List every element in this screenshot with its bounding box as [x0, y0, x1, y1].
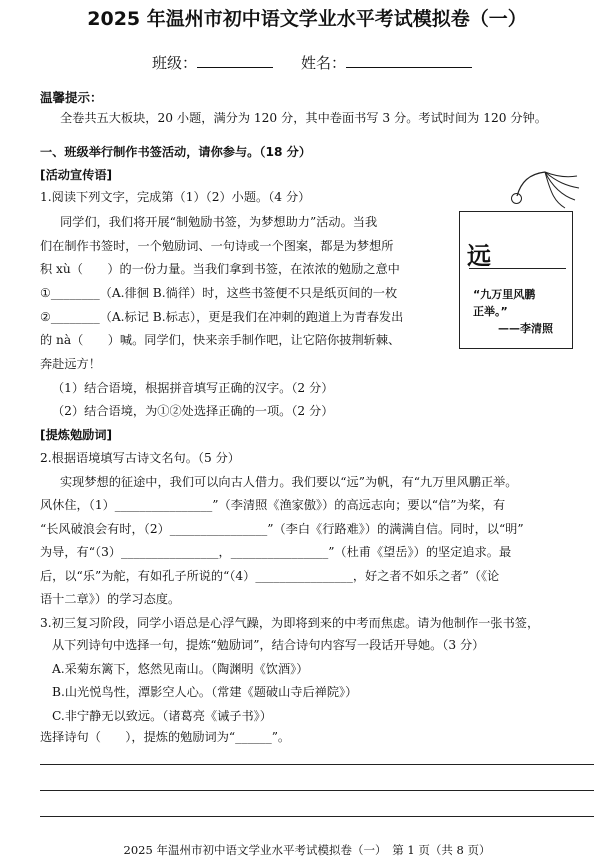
- q3-option-b: B.山光悦鸟性，潭影空人心。（常建《题破山寺后禅院》）: [52, 685, 358, 699]
- tips-body: 全卷共五大板块，20 小题，满分为 120 分，其中卷面书写 3 分。考试时间为 120 分钟。: [60, 111, 547, 125]
- answer-line[interactable]: [40, 816, 594, 817]
- bookmark-author: ——李清照: [498, 322, 553, 335]
- class-label: 班级：: [152, 54, 198, 72]
- q1-line: 们在制作书签时，一个勉励词、一句诗或一个图案，都是为梦想所: [40, 239, 394, 253]
- q1-line: ②________（A.标记 B.标志），更是我们在冲刺的跑道上为青春发出: [40, 310, 404, 324]
- q2-line: 语十二章》）的学习态度。: [40, 592, 181, 606]
- q1-line: ①________（A.徘徊 B.徜徉）时，这些书签便不只是纸页间的一枚: [40, 286, 398, 300]
- page-footer: 2025 年温州市初中语文学业水平考试模拟卷（一） 第 1 页（共 8 页）: [123, 843, 491, 857]
- q1-line: 奔赴远方！: [40, 357, 101, 371]
- name-field: [301, 52, 472, 73]
- q1-line: 的 nà（ ）喊。同学们，快来亲手制作吧，让它陪你披荆斩棘、: [40, 333, 401, 347]
- q1-subquestion-2: （2）结合语境，为①②处选择正确的一项。（2 分）: [52, 404, 334, 418]
- bookmark-divider: [469, 268, 566, 269]
- bookmark-big-char: 远: [467, 241, 491, 270]
- bookmark-quote: “九万里风鹏: [473, 288, 536, 301]
- question-3-title: 3.初三复习阶段，同学小语总是心浮气躁，为即将到来的中考而焦虑。请为他制作一张书签，: [40, 616, 540, 630]
- q2-line: “长风破浪会有时，（2）________________”（李白《行路难》）的满满自信。同时，以“明”: [40, 522, 524, 536]
- question-2-title: 2.根据语境填写古诗文名句。（5 分）: [40, 451, 240, 465]
- name-blank[interactable]: [346, 53, 472, 68]
- q2-line: 后，以“乐”为舵，有如孔子所说的“（4）________________，好之者不如乐之者”（《论: [40, 569, 500, 583]
- section1-heading: 一、班级举行制作书签活动，请你参与。（18 分）: [40, 145, 312, 159]
- q3-answer-prompt: 选择诗句（ ），提炼的勉励词为“______”。: [40, 730, 291, 744]
- name-label: 姓名：: [301, 54, 347, 72]
- q3-option-c: C.非宁静无以致远。（诸葛亮《诫子书》）: [52, 709, 272, 723]
- question-3-title-cont: 从下列诗句中选择一句，提炼“勉励词”，结合诗句内容写一段话开导她。（3 分）: [52, 638, 485, 652]
- bookmark-hole-icon: [511, 193, 522, 204]
- q3-option-a: A.采菊东篱下，悠然见南山。（陶渊明《饮酒》）: [52, 662, 309, 676]
- answer-line[interactable]: [40, 764, 594, 765]
- tassel-icon: [455, 168, 585, 214]
- q1-subquestion-1: （1）结合语境，根据拼音填写正确的汉字。（2 分）: [52, 381, 334, 395]
- q2-line: 风休住，（1）________________”（李清照《渔家傲》）的高远志向；要以“信”为桨，有: [40, 498, 506, 512]
- exam-title: 2025 年温州市初中语文学业水平考试模拟卷（一）: [87, 8, 527, 30]
- question-1-title: 1.阅读下列文字，完成第（1）（2）小题。（4 分）: [40, 190, 311, 204]
- q2-line: 为导，有“（3）________________，________________”（杜甫《望岳》）的坚定追求。最: [40, 545, 512, 559]
- refine-subheading: [提炼勉励词]: [40, 428, 113, 442]
- q2-line: 实现梦想的征途中，我们可以向古人借力。我们要以“远”为帆，有“九万里风鹏正举。: [60, 475, 518, 489]
- tips-heading: 温馨提示：: [40, 90, 103, 105]
- bookmark-quote-2: 正举。”: [473, 305, 508, 318]
- activity-subheading: [活动宣传语]: [40, 168, 113, 182]
- class-field: [152, 52, 273, 73]
- answer-line[interactable]: [40, 790, 594, 791]
- q1-line: 同学们，我们将开展“制勉励书签，为梦想助力”活动。当我: [60, 215, 378, 229]
- class-blank[interactable]: [197, 53, 273, 68]
- q1-line: 积 xù（ ）的一份力量。当我们拿到书签，在浓浓的勉励之意中: [40, 262, 400, 276]
